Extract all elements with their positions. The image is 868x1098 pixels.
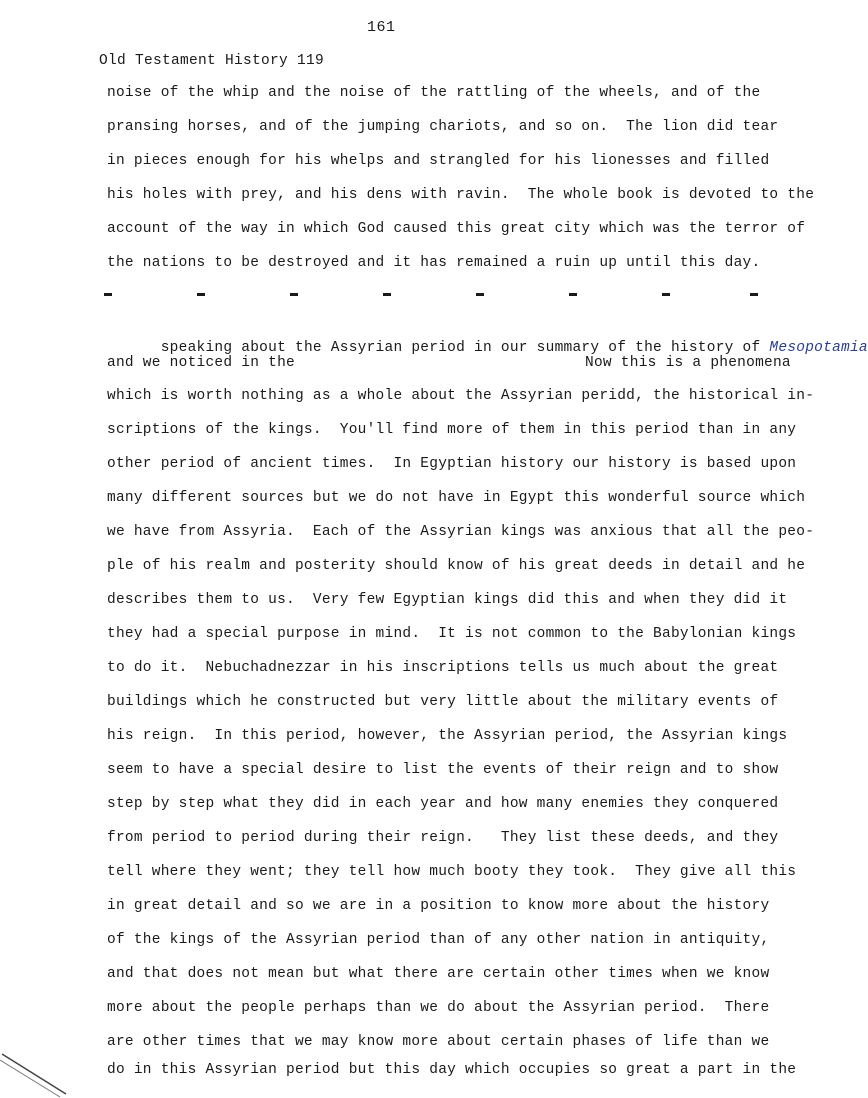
text-line: pransing horses, and of the jumping chariots, and so on. The lion did tear <box>107 119 779 135</box>
handwritten-insert: Mesopotamia <box>769 340 868 356</box>
text-line: to do it. Nebuchadnezzar in his inscriptions tells us much about the great <box>107 660 779 676</box>
text-line: the nations to be destroyed and it has remained a ruin up until this day. <box>107 255 761 271</box>
text-line: step by step what they did in each year and how many enemies they conquered <box>107 796 779 812</box>
text-line: are other times that we may know more about certain phases of life than we <box>107 1034 770 1050</box>
text-line: from period to period during their reign. They list these deeds, and they <box>107 830 779 846</box>
text-line: many different sources but we do not have in Egypt this wonderful source which <box>107 490 806 506</box>
separator-dash <box>476 293 484 296</box>
text-line: in great detail and so we are in a position to know more about the history <box>107 898 770 914</box>
text-line: account of the way in which God caused this great city which was the terror of <box>107 221 806 237</box>
text-line: ple of his realm and posterity should know of his great deeds in detail and he <box>107 558 806 574</box>
separator-dash <box>662 293 670 296</box>
text-line: we have from Assyria. Each of the Assyrian kings was anxious that all the peo- <box>107 524 815 540</box>
separator-dash <box>104 293 112 296</box>
section-separator <box>0 290 840 300</box>
separator-dash <box>750 293 758 296</box>
text-line: and that does not mean but what there are certain other times when we know <box>107 966 770 982</box>
page-corner-mark <box>0 1050 80 1098</box>
separator-dash <box>383 293 391 296</box>
separator-dash <box>290 293 298 296</box>
text-line: his holes with prey, and his dens with ravin. The whole book is devoted to the <box>107 187 815 203</box>
running-head: Old Testament History 119 <box>99 53 325 69</box>
text-line: other period of ancient times. In Egyptian history our history is based upon <box>107 456 797 472</box>
page-number: 161 <box>367 19 396 36</box>
text-line: do in this Assyrian period but this day which occupies so great a part in the <box>107 1062 797 1078</box>
text-line: and we noticed in the <box>107 355 295 371</box>
separator-dash <box>197 293 205 296</box>
text-line: in pieces enough for his whelps and strangled for his lionesses and filled <box>107 153 770 169</box>
text-line: scriptions of the kings. You'll find more of them in this period than in any <box>107 422 797 438</box>
text-line: seem to have a special desire to list the events of their reign and to show <box>107 762 779 778</box>
text-span: speaking about the Assyrian period in our summary of the history of <box>160 340 770 356</box>
text-line: describes them to us. Very few Egyptian kings did this and when they did it <box>107 592 788 608</box>
text-line: of the kings of the Assyrian period than of any other nation in antiquity, <box>107 932 770 948</box>
text-line: they had a special purpose in mind. It is not common to the Babylonian kings <box>107 626 797 642</box>
separator-dash <box>569 293 577 296</box>
text-line: noise of the whip and the noise of the rattling of the wheels, and of the <box>107 85 761 101</box>
text-line: tell where they went; they tell how much booty they took. They give all this <box>107 864 797 880</box>
text-line: Now this is a phenomena <box>585 355 791 371</box>
text-line: his reign. In this period, however, the Assyrian period, the Assyrian kings <box>107 728 788 744</box>
text-line: buildings which he constructed but very little about the military events of <box>107 694 779 710</box>
text-line: more about the people perhaps than we do about the Assyrian period. There <box>107 1000 770 1016</box>
text-line: which is worth nothing as a whole about the Assyrian peridd, the historical in- <box>107 388 815 404</box>
